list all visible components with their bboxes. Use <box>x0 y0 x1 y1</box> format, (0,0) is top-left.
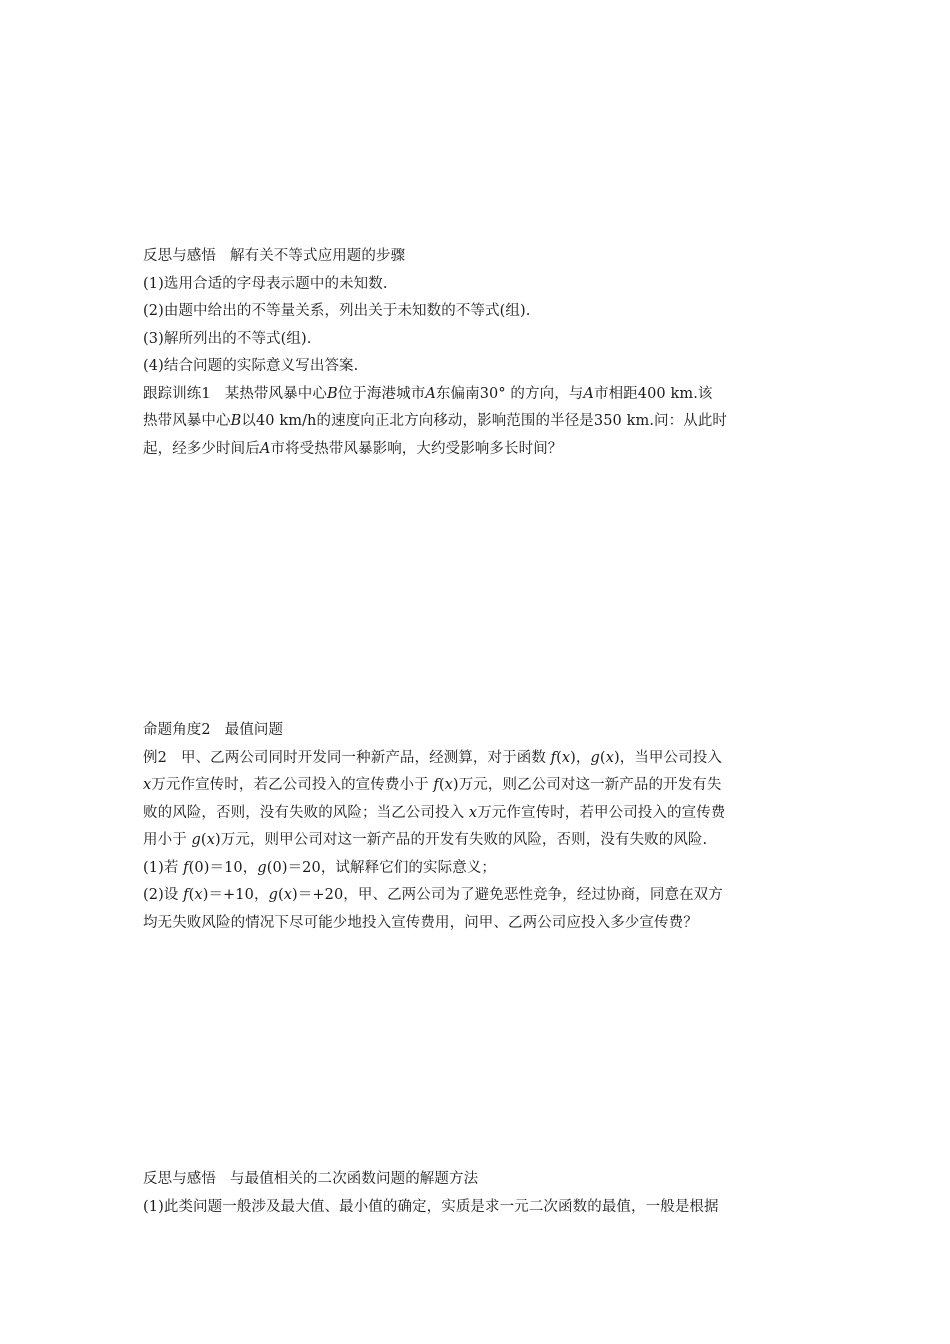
exercise-label: 跟踪训练1 <box>143 385 211 402</box>
method-line-1: (1)此类问题一般涉及最大值、最小值的确定，实质是求一元二次函数的最值，一般是根据 <box>143 1198 719 1215</box>
heading-text: 解有关不等式应用题的步骤 <box>230 248 406 264</box>
exercise-line-1: 跟踪训练1 某热带风暴中心B位于海港城市A东偏南30° 的方向，与A市相距400 km.该 <box>143 385 713 402</box>
reflection-heading <box>143 243 811 271</box>
step-4: (4)结合问题的实际意义写出答案. <box>143 358 359 374</box>
example-line-1: 例2 甲、乙两公司同时开发同一种新产品，经测算，对于函数 f(x)，g(x)，当甲公司投入 <box>143 749 722 766</box>
reflection-section-1 <box>143 243 811 463</box>
step-2: (2)由题中给出的不等量关系，列出关于未知数的不等式(组). <box>143 303 531 319</box>
step-1: (1)选用合适的字母表示题中的未知数. <box>143 275 388 292</box>
question-2-line-1: (2)设 f(x)＝+10，g(x)＝+20，甲、乙两公司为了避免恶性竞争，经过协商，同意在双方 <box>143 887 723 903</box>
reflection-section-2 <box>143 1166 811 1221</box>
heading-label-2: 反思与感悟 <box>143 1171 216 1187</box>
topic-text: 最值问题 <box>224 722 284 738</box>
topic-label: 命题角度2 <box>143 722 211 738</box>
exercise-line-2: 热带风暴中心B以40 km/h的速度向正北方向移动，影响范围的半径是350 km.问：从此时 <box>143 413 728 429</box>
heading-label: 反思与感悟 <box>143 248 216 264</box>
example-line-3: 败的风险，否则，没有失败的风险；当乙公司投入 x万元作宣传时，若甲公司投入的宣传费 <box>143 804 726 821</box>
example-label: 例2 <box>143 749 167 766</box>
heading-text-2: 与最值相关的二次函数问题的解题方法 <box>230 1171 479 1187</box>
question-1: (1)若 f(0)＝10，g(0)＝20，试解释它们的实际意义； <box>143 859 497 876</box>
topic-heading <box>143 717 811 745</box>
step-3: (3)解所列出的不等式(组). <box>143 330 312 347</box>
exercise-line-3: 起，经多少时间后A市将受热带风暴影响，大约受影响多长时间？ <box>143 440 563 457</box>
question-2-line-2: 均无失败风险的情况下尽可能少地投入宣传费用，问甲、乙两公司应投入多少宣传费？ <box>143 914 698 931</box>
example-line-4: 用小于 g(x)万元，则甲公司对这一新产品的开发有失败的风险，否则，没有失败的风险. <box>143 832 708 848</box>
topic-section-2 <box>143 717 811 937</box>
example-line-2: x万元作宣传时，若乙公司投入的宣传费小于 f(x)万元，则乙公司对这一新产品的开发有失 <box>143 777 722 793</box>
reflection-heading-2 <box>143 1166 811 1194</box>
